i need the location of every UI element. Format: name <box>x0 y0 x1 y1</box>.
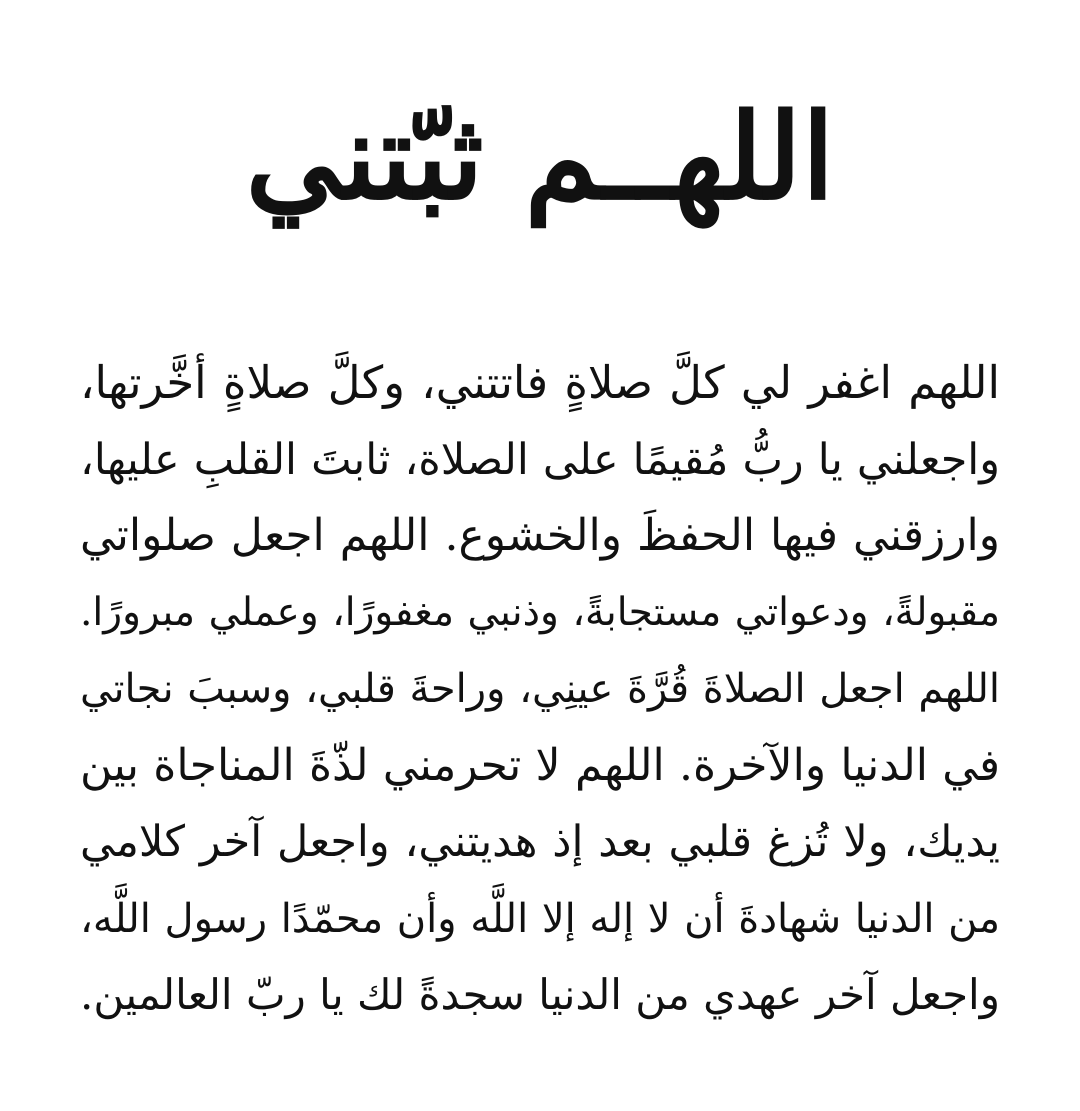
text-line: يديك، ولا تُزغ قلبي بعد إذ هديتني، واجعل آخر كلامي <box>80 817 1000 867</box>
text-line: في الدنيا والآخرة. اللهم لا تحرمني لذّةَ المناجاة بين <box>80 739 1000 791</box>
text-line: اللهم اجعل الصلاةَ قُرَّةَ عينِي، وراحةَ قلبي، وسببَ نجاتي <box>80 666 1000 712</box>
text-line: واجعل آخر عهدي من الدنيا سجدةً لك يا ربّ العالمين. <box>80 970 1000 1019</box>
text-line: من الدنيا شهادةَ أن لا إله إلا اللَّه وأن محمّدًا رسول اللَّه، <box>80 895 1000 942</box>
text-line: مقبولةً، ودعواتي مستجابةً، وذنبي مغفورًا، وعملي مبرورًا. <box>80 589 1000 635</box>
text-line: وارزقني فيها الحفظَ والخشوع. اللهم اجعل صلواتي <box>80 510 1000 561</box>
page-title: اللهــم ثبّتني <box>245 87 835 226</box>
text-line: اللهم اغفر لي كلَّ صلاةٍ فاتتني، وكلَّ صلاةٍ أخَّرتها، <box>80 356 1000 409</box>
supplication-text <box>80 345 1000 1034</box>
text-line: واجعلني يا ربُّ مُقيمًا على الصلاة، ثابتَ القلبِ عليها، <box>80 434 1000 485</box>
